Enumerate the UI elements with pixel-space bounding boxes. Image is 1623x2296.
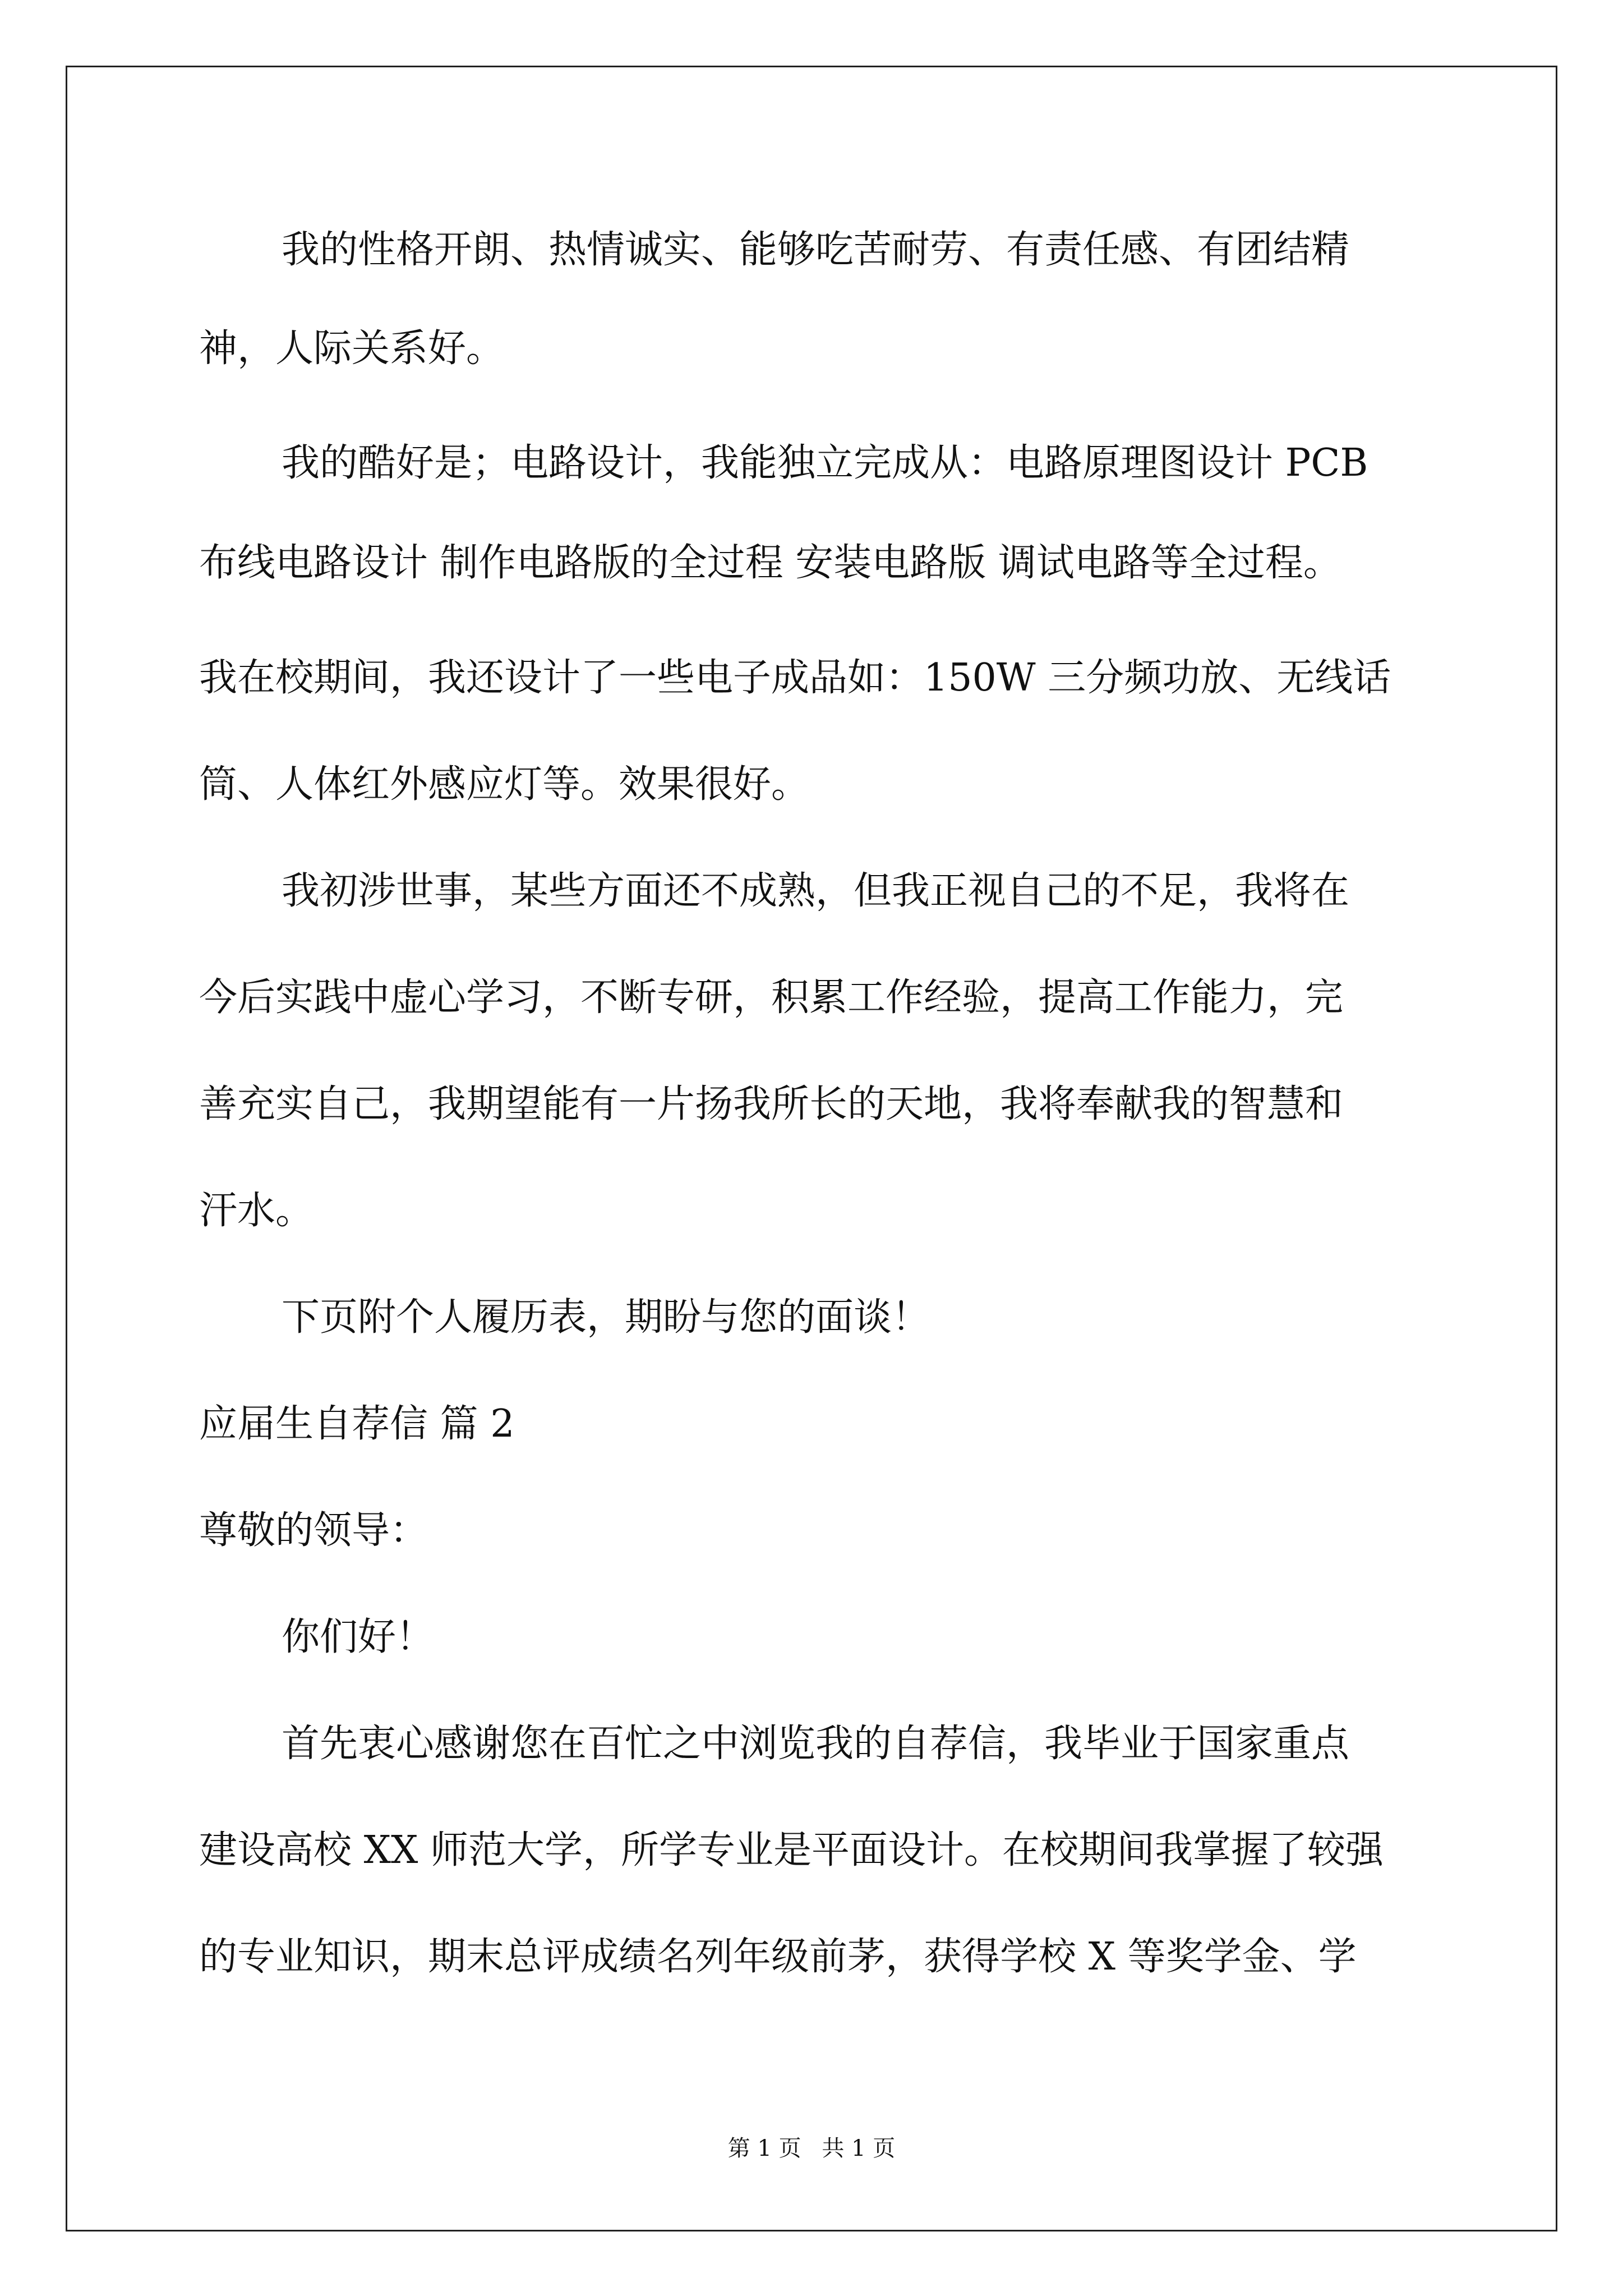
paragraph-line: 神，人际关系好。 [199,326,505,371]
paragraph-line: 我在校期间，我还设计了一些电子成品如：150W 三分频功放、无线话 [199,656,1391,700]
greeting: 你们好！ [282,1615,435,1659]
paragraph-line: 下页附个人履历表，期盼与您的面谈！ [282,1295,930,1340]
paragraph-line: 我初涉世事，某些方面还不成熟，但我正视自己的不足，我将在 [282,869,1350,913]
page-border [66,66,1557,2231]
paragraph-line: 布线电路设计 制作电路版的全过程 安装电路版 调试电路等全过程。 [199,541,1341,585]
paragraph-line: 我的性格开朗、热情诚实、能够吃苦耐劳、有责任感、有团结精 [282,228,1350,272]
paragraph-line: 的专业知识，期末总评成绩名列年级前茅，获得学校 X 等奖学金、学 [199,1935,1357,1979]
paragraph-line: 我的酷好是；电路设计，我能独立完成从：电路原理图设计 PCB [282,441,1368,485]
paragraph-line: 善充实自己，我期望能有一片扬我所长的天地，我将奉献我的智慧和 [199,1082,1344,1126]
paragraph-line: 汗水。 [199,1189,314,1233]
paragraph-line: 建设高校 XX 师范大学，所学专业是平面设计。在校期间我掌握了较强 [199,1828,1384,1872]
paragraph-line: 今后实践中虚心学习，不断专研，积累工作经验，提高工作能力，完 [199,976,1344,1020]
paragraph-line: 筒、人体红外感应灯等。效果很好。 [199,762,810,807]
section-heading: 应届生自荐信 篇 2 [199,1402,515,1446]
paragraph-line: 首先衷心感谢您在百忙之中浏览我的自荐信，我毕业于国家重点 [282,1722,1350,1766]
salutation: 尊敬的领导： [199,1508,428,1553]
current-page-label: 第 1 页 [727,2136,801,2161]
page-footer [0,2131,1623,2162]
total-pages-label: 共 1 页 [822,2136,896,2161]
